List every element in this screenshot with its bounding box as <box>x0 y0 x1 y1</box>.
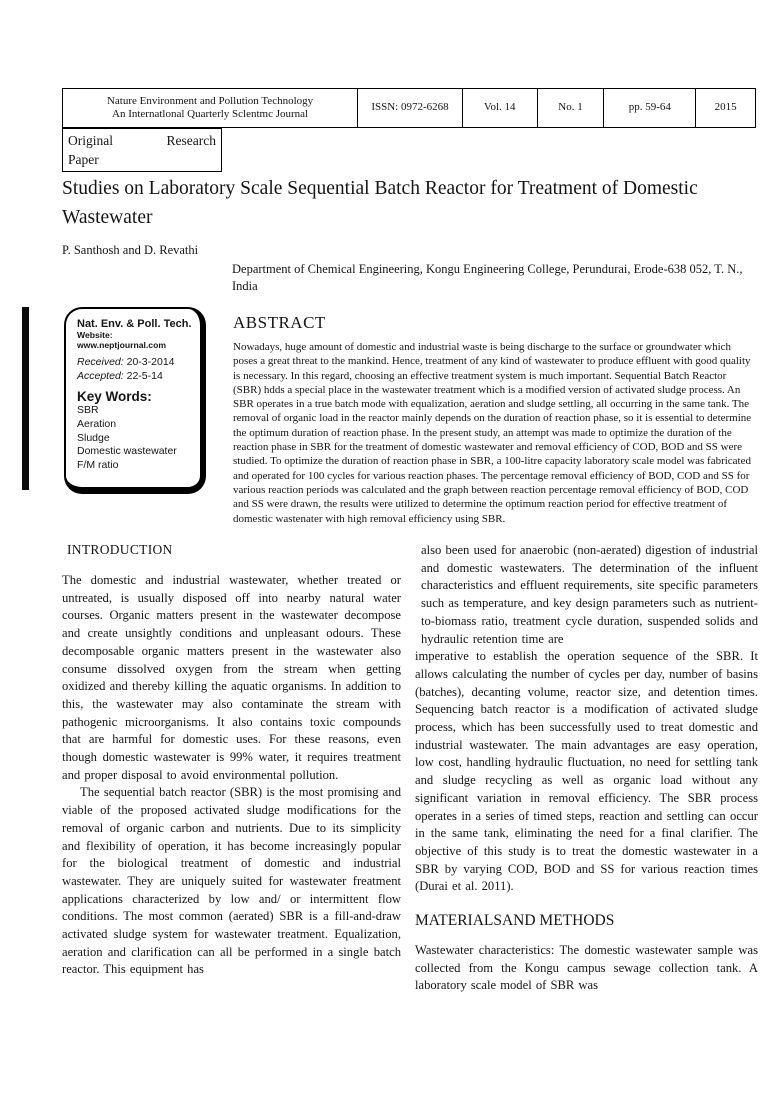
abstract-text: Nowadays, huge amount of domestic and industrial waste is being discharge to the surface or groundwater which poses a great threat to the mankind. Hence, treatment of any kind of wastewater to produce effluent with good quality is necessary. In this regard, choosing an effective treatment system is much important. Sequential Batch Reactor (SBR) hdds a special place in the wastewater treatment which is a modified version of activated sludge process. An SBR operates in a true batch mode with equalization, aeration and sludge settling, all occurring in the same tank. The removal of organic load in the reactor mainly depends on the duration of reaction phase, so it is essential to determine the optimum duration of reaction phase. In the present study, an attempt was made to optimize the duration of the reaction phase in SBR for the treatment of domestic wastewater and removal efficiency of COD, BOD and SS were studied. To optimize the duration of reaction phase in SBR, a 100-litre capacity laboratory scale model was fabricated and operated for 100 cycles for various reaction phases. The percentage removal efficiency of BOD, COD and SS for various reaction periods was calculated and the graph between reaction percentage removal efficiency of BOD, COD and SS were drawn, the results were utilized to determine the optimum reaction period for effective treatment of domestic wastenater with high removal efficiency using SBR. <box>233 341 752 525</box>
journal-info-box <box>64 307 206 494</box>
journal-website: Website: www.neptjournal.com <box>77 330 166 350</box>
journal-name-line1: Nature Environment and Pollution Technology <box>106 94 314 107</box>
keyword-item: SBR <box>77 404 99 416</box>
affiliation-line: Department of Chemical Engineering, Kongu Engineering College, Perundurai, Erode-638 052, T. N., India <box>232 262 743 293</box>
category-word-research: Research <box>166 133 216 148</box>
abstract-heading: ABSTRACT <box>233 313 326 332</box>
accepted-date <box>77 370 196 384</box>
volume-cell: Vol. 14 <box>462 89 537 127</box>
page-range-cell: pp. 59-64 <box>603 89 695 127</box>
accepted-label: Accepted: <box>77 369 124 382</box>
right-column <box>415 542 758 995</box>
journal-abbrev: Nat. Env. & Poll. Tech. <box>77 318 192 330</box>
methods-heading: MATERIALSAND METHODS <box>415 912 615 930</box>
keyword-item: F/M ratio <box>77 459 119 472</box>
issue-number-cell: No. 1 <box>537 89 604 127</box>
abstract-section <box>233 313 757 526</box>
journal-header-table <box>62 88 756 128</box>
introduction-paragraph-1: The domestic and industrial wastewater, whether treated or untreated, is usually disposed off into nearby natural water courses. Organic matters present in the wastewater decompose and create unsightly conditions and unpleasant odours. These decomposable organic matters present in the wastewater also consume dissolved oxygen from the stream when getting oxidized and thereby killing the aquatic organisms. In addition to this, the wastewater may also contaminate the stream with pathogenic microorganisms. It also contains toxic compounds that are harmful for domestic uses. For these reasons, even though domestic wastewater is 99% water, it requires treatment and proper disposal to avoid environmental pollution. <box>62 573 401 782</box>
received-value: 20-3-2014 <box>126 356 175 368</box>
keywords-title: Key Words: <box>77 389 152 404</box>
year-cell: 2015 <box>695 89 755 127</box>
keyword-item: Sludge <box>77 431 110 444</box>
journal-name-line2: An Internatlonal Quarterly Sclentmc Journal <box>112 108 309 120</box>
issn-cell: ISSN: 0972-6268 <box>357 89 462 127</box>
received-label: Received: <box>77 356 124 368</box>
continuation-paragraph-2: imperative to establish the operation sequence of the SBR. It allows calculating the number of cycles per day, number of basins (batches), decanting volume, reactor size, and detention times. Sequencing batch reactor is a modification of activated sludge process, which has been successfully used to treat domestic and industrial wastewater. The main advantages are easy operation, low cost, handling hydraulic fluctuation, no need for settling tank and sludge recycling as well as organic load without any significant variation in removal efficiency. The SBR process operates in a series of timed steps, reaction and settling can occur in the same tank, eliminating the need for a final clarifier. The objective of this study is to treat the domestic wastewater in a SBR by varying COD, BOD and SS for various reaction times (Durai et al. 2011). <box>415 649 758 894</box>
journal-name-cell <box>63 89 357 127</box>
keyword-item: Domestic wastewater <box>77 445 177 458</box>
keyword-item: Aeration <box>77 417 117 430</box>
keywords-list <box>77 404 196 473</box>
paper-title: Studies on Laboratory Scale Sequential Batch Reactor for Treatment of Domestic Wastewater <box>62 178 698 228</box>
continuation-paragraph-1: also been used for anaerobic (non-aerated) digestion of industrial and domestic wastewaters. The determination of the influent characteristics and effluent requirements, site specific parameters such as temperature, and key design parameters such as nutrient-to-biomass ratio, treatment cycle duration, suspended solids and hydraulic retention time are <box>421 543 758 646</box>
category-word-paper: Paper <box>68 152 99 167</box>
category-word-original: Original <box>68 133 113 148</box>
introduction-paragraph-2: The sequential batch reactor (SBR) is the most promising and viable of the proposed activated sludge modifications for the removal of organic carbon and nutrients. Due to its simplicity and flexibility of operation, it has become increasingly popular for the biological treatment of domestic and industrial wastewater. They are uniquely suited for wastewater freatment applications characterized by low and/ or intermittent flow conditions. The most common (aerated) SBR is a fill-and-draw activated sludge system for wastewater treatment. Equalization, aeration and clarification can all be performed in a single batch reactor. This equipment has <box>62 785 401 977</box>
left-column <box>62 542 401 995</box>
introduction-heading: INTRODUCTION <box>67 542 173 557</box>
category-line1 <box>68 131 216 150</box>
received-date <box>77 356 196 370</box>
methods-paragraph-1: Wastewater characteristics: The domestic wastewater sample was collected from the Kongu campus sewage collection tank. A laboratory scale model of SBR was <box>415 943 758 993</box>
authors-line: P. Santhosh and D. Revathi <box>62 243 199 257</box>
article-category-box <box>62 128 222 172</box>
scan-artifact-bar <box>22 307 29 490</box>
accepted-value: 22-5-14 <box>126 369 163 382</box>
body-columns <box>62 542 758 995</box>
